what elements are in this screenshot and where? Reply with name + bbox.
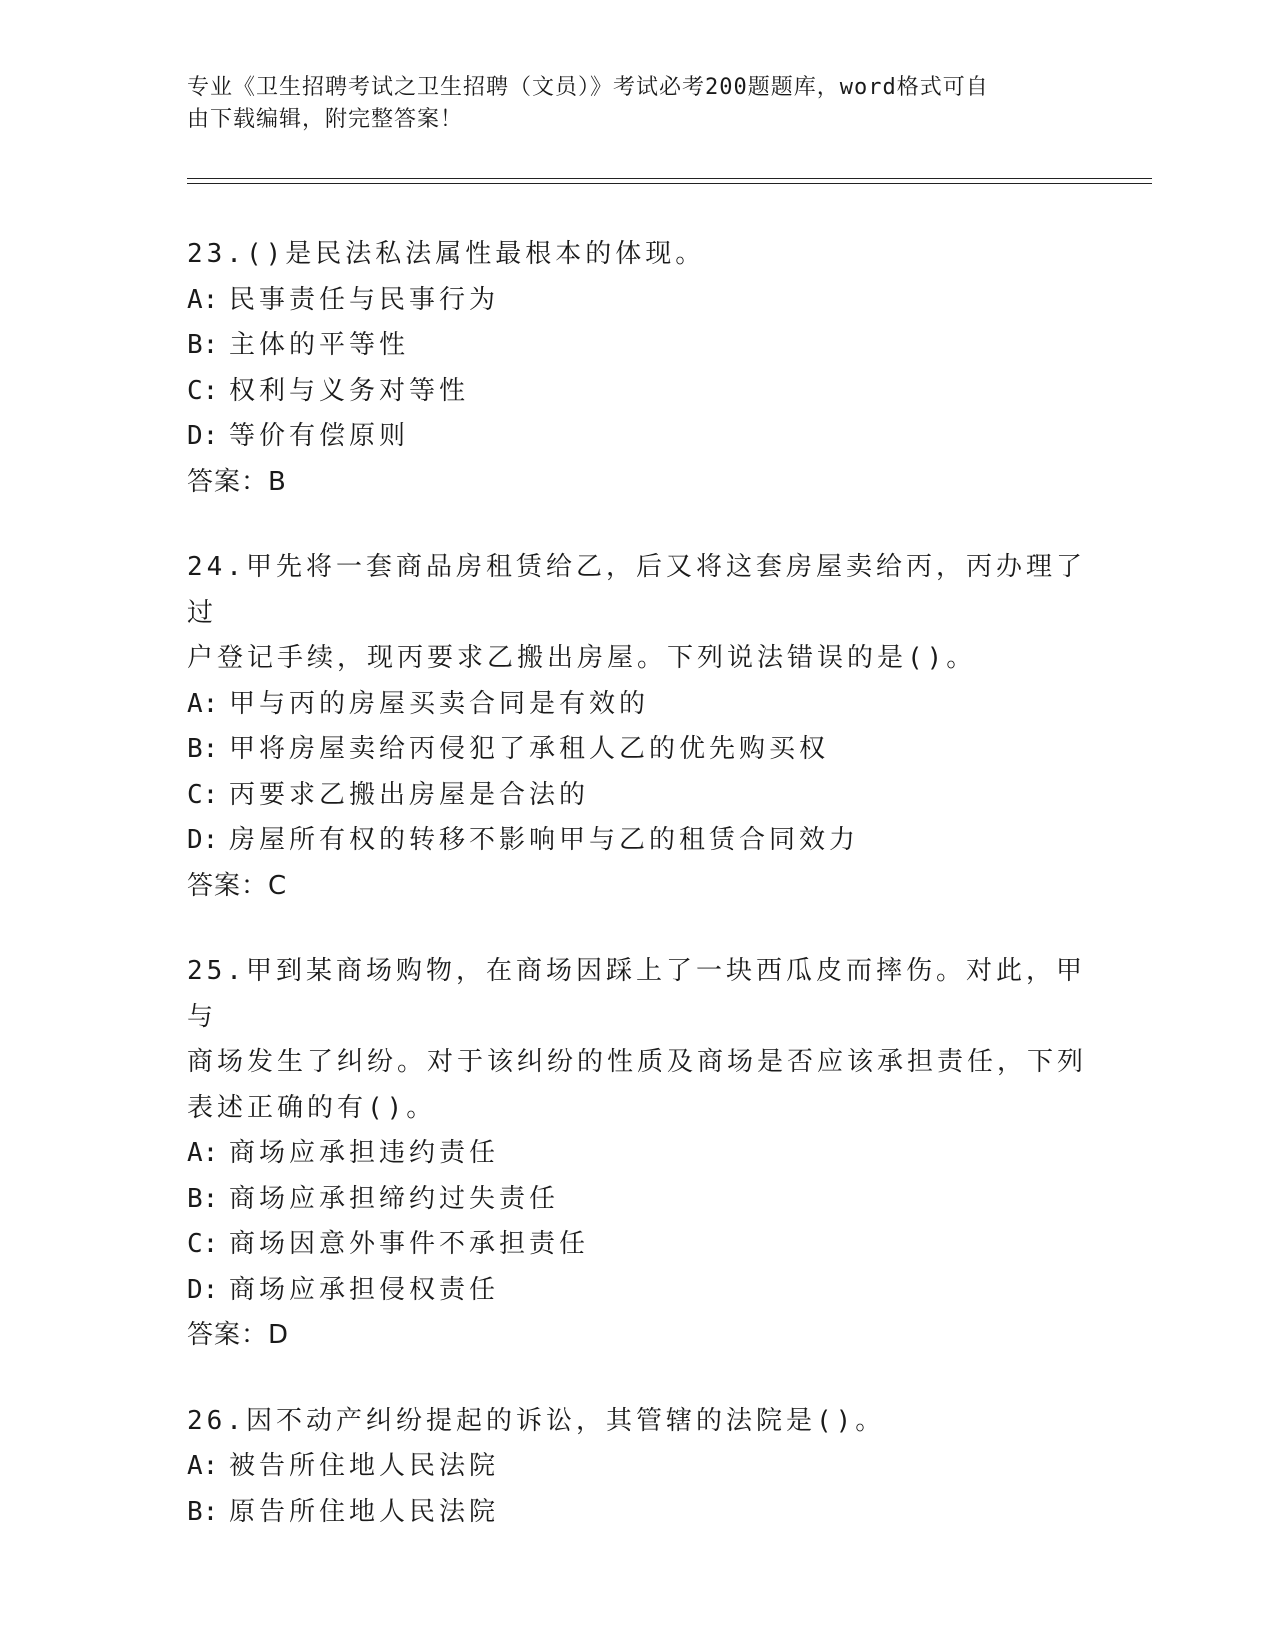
answer-line: 答案：D: [187, 1320, 290, 1350]
option-d: [187, 414, 1087, 460]
option-text: 商场应承担侵权责任: [229, 1274, 500, 1305]
option-b: [187, 1490, 1087, 1536]
question-25: [187, 949, 1087, 1359]
option-key: C:: [187, 375, 219, 406]
question-stem: [187, 232, 1087, 278]
option-key: D:: [187, 1274, 219, 1305]
option-key: B:: [187, 1183, 219, 1214]
answer-line: 答案：C: [187, 870, 288, 901]
option-text: 被告所住地人民法院: [229, 1451, 500, 1481]
header-line-2: 由下载编辑，附完整答案！: [187, 107, 464, 132]
option-key: A:: [187, 1451, 219, 1481]
header-divider-top: [187, 178, 1152, 179]
option-key: A:: [187, 1138, 219, 1168]
question-stem: [187, 545, 1087, 682]
option-a: [187, 682, 1087, 728]
option-key: B:: [187, 330, 219, 360]
option-b: [187, 323, 1087, 369]
stem-line: 表述正确的有()。: [187, 1092, 437, 1123]
option-text: 商场应承担违约责任: [229, 1138, 500, 1168]
stem-line: 26.因不动产纠纷提起的诉讼，其管辖的法院是()。: [187, 1405, 886, 1436]
option-text: 商场应承担缔约过失责任: [229, 1183, 560, 1214]
option-c: [187, 369, 1087, 415]
option-key: A:: [187, 688, 219, 719]
document-header: [187, 72, 1067, 136]
stem-line: 23.()是民法私法属性最根本的体现。: [187, 239, 706, 269]
option-a: [187, 278, 1087, 324]
option-key: A:: [187, 284, 219, 315]
option-text: 房屋所有权的转移不影响甲与乙的租赁合同效力: [229, 825, 860, 855]
option-c: [187, 773, 1087, 819]
option-key: B:: [187, 1496, 219, 1527]
option-text: 丙要求乙搬出房屋是合法的: [229, 779, 590, 810]
question-26: [187, 1399, 1087, 1536]
stem-line: 25.甲到某商场购物，在商场因踩上了一块西瓜皮而摔伤。对此，甲与: [187, 956, 1086, 1032]
option-c: [187, 1222, 1087, 1268]
option-key: D:: [187, 825, 219, 855]
answer-line: 答案：B: [187, 466, 287, 497]
option-text: 民事责任与民事行为: [229, 284, 500, 315]
option-text: 商场因意外事件不承担责任: [229, 1229, 590, 1259]
question-24: [187, 545, 1087, 909]
option-key: C:: [187, 779, 219, 810]
option-text: 原告所住地人民法院: [229, 1496, 500, 1527]
option-text: 甲将房屋卖给丙侵犯了承租人乙的优先购买权: [229, 734, 830, 764]
question-list: [187, 232, 1087, 1575]
option-b: [187, 1177, 1087, 1223]
option-text: 主体的平等性: [229, 330, 410, 360]
option-key: D:: [187, 421, 219, 451]
question-stem: [187, 1399, 1087, 1445]
option-key: B:: [187, 734, 219, 764]
option-key: C:: [187, 1229, 219, 1259]
question-23: [187, 232, 1087, 505]
option-text: 等价有偿原则: [229, 421, 410, 451]
option-text: 权利与义务对等性: [229, 375, 470, 406]
stem-line: 商场发生了纠纷。对于该纠纷的性质及商场是否应该承担责任，下列: [187, 1047, 1088, 1077]
option-d: [187, 818, 1087, 864]
stem-line: 24.甲先将一套商品房租赁给乙，后又将这套房屋卖给丙，丙办理了过: [187, 552, 1086, 628]
option-d: [187, 1268, 1087, 1314]
option-a: [187, 1131, 1087, 1177]
header-line-1: 专业《卫生招聘考试之卫生招聘（文员）》考试必考200题题库，word格式可自: [187, 75, 989, 100]
option-text: 甲与丙的房屋买卖合同是有效的: [229, 688, 650, 719]
option-b: [187, 727, 1087, 773]
option-a: [187, 1444, 1087, 1490]
question-stem: [187, 949, 1087, 1131]
header-divider-bottom: [187, 183, 1152, 184]
stem-line: 户登记手续，现丙要求乙搬出房屋。下列说法错误的是()。: [187, 643, 977, 673]
